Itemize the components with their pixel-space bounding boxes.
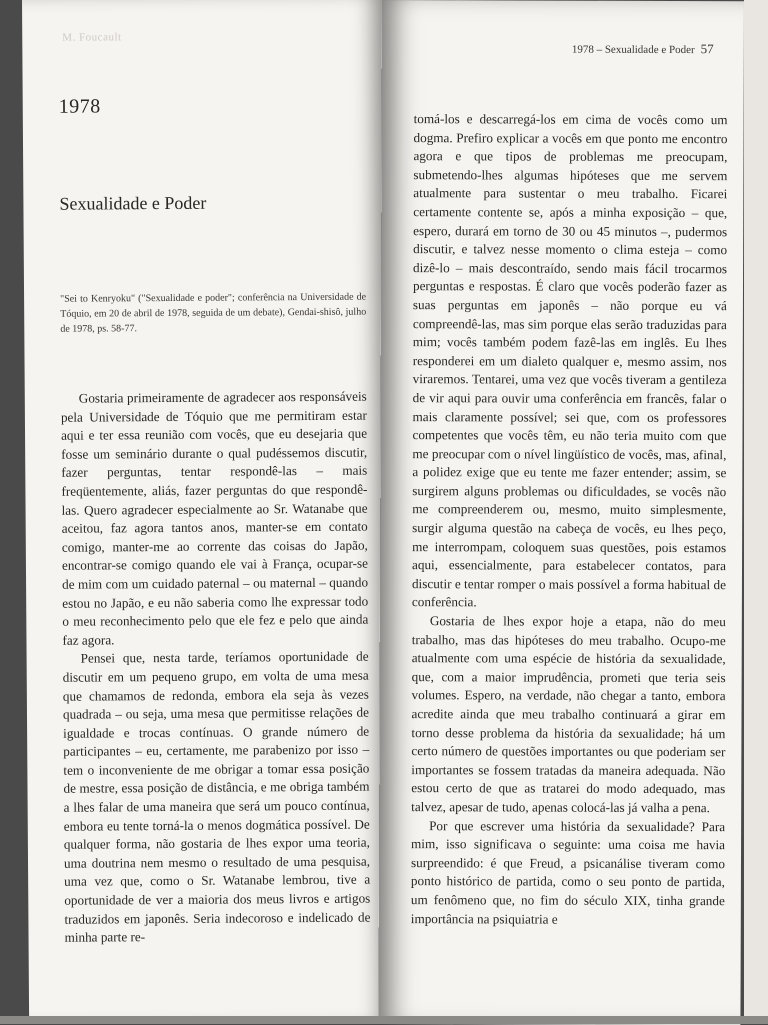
book-edge: [744, 0, 768, 1024]
paragraph: tomá-los e descarregá-los em cima de vocês como um dogma. Prefiro explicar a vocês em que ponto me encontro agora e que tipos de problemas me preocupam, submetendo-lhes algumas hipóteses que me servem atualmente para sustentar o meu trabalho. Ficarei certamente contente se, após a minha exposição – que, espero, durará em torno de 30 ou 45 minutos –, pudermos discutir, e talvez nesse momento o clima esteja – como dizê-lo – mais descontraído, sendo mais fácil trocarmos perguntas e respostas. É claro que vocês poderão fazer as suas perguntas em japonês – não porque eu vá compreendê-las, mas sim porque elas serão traduzidas para mim; vocês também podem fazê-las em inglês. Eu lhes responderei em um dialeto qualquer e, mesmo assim, nos viraremos. Tentarei, uma vez que vocês tiveram a gentileza de vir aqui para ouvir uma conferência em francês, falar o mais claramente possível; sei que, com os professores competentes que vocês têm, eu não teria muito com que me preocupar com o nível lingüístico de vocês, mas, afinal, a polidez exige que eu tente me fazer entender; assim, se surgirem alguns problemas ou dificuldades, se vocês não me compreenderem ou, mesmo, muito simplesmente, surgir alguma questão na cabeça de vocês, eu lhes peço, me interrompam, coloquem suas questões, pois estamos aqui, essencialmente, para estabelecer contatos, para discutir e tentar romper o mais possível a forma habitual de conferência.: [411, 111, 728, 610]
page-number: 57: [700, 41, 714, 57]
chapter-title: Sexualidade e Poder: [59, 192, 207, 214]
paragraph: Gostaria primeiramente de agradecer aos responsáveis pela Universidade de Tóquio que me permitiram estar aqui e ter essa reunião com vocês, que eu desejaria que fosse um seminário durante o qual pudéssemos discutir, fazer perguntas, tentar respondê-las – mais freqüentemente, aliás, fazer perguntas do que respondê-las. Quero agradecer especialmente ao Sr. Watanabe que aceitou, faz agora tantos anos, manter-se em contato comigo, manter-me ao corrente das coisas do Japão, encontrar-se comigo quando ele vai à França, ocupar-se de mim com um cuidado paternal – ou maternal – quando estou no Japão, e eu não saberia como lhe expressar todo o meu reconhecimento pelo que ele fez e pelo que ainda faz agora.: [60, 388, 369, 648]
faint-running-head: M. Foucault: [62, 31, 122, 44]
running-head-title: 1978 – Sexualidade e Poder: [571, 43, 695, 57]
running-head: [572, 41, 714, 57]
left-page: [22, 0, 389, 1024]
paragraph: Gostaria de lhes expor hoje a etapa, não do meu trabalho, mas das hipóteses do meu trabalho. Ocupo-me atualmente com uma espécie de história da sexualidade, que, com a maior imprudência, prometi que teria seis volumes. Espero, na verdade, não chegar a tanto, embora acredite ainda que meu trabalho continuará a girar em torno desse problema da história da sexualidade; há um certo número de questões importantes ou que poderiam ser importantes se fossem tratadas da maneira adequada. Não estou certo de que as tratarei do modo adequado, mas talvez, apesar de tudo, apenas colocá-las já valha a pena.: [411, 613, 726, 816]
paragraph: Por que escrever uma história da sexualidade? Para mim, isso significava o seguinte: uma coisa me havia surpreendido: é que Freud, a psicanálise tiveram como ponto histórico de partida, como o seu ponto de partida, um fenômeno que, no fim do século XIX, tinha grande importância na psiquiatria e: [410, 817, 726, 927]
left-body-text: [61, 388, 371, 948]
paragraph: Pensei que, nesta tarde, teríamos oportunidade de discutir em um pequeno grupo, em volta de uma mesa que chamamos de redonda, embora ela seja às vezes quadrada – ou seja, uma mesa que permitisse relações de igualdade e trocas contínuas. O grande número de participantes – eu, certamente, me parabenizo por isso – tem o inconveniente de me obrigar a tomar essa posição de mestre, essa posição de distância, e me obriga também a lhes falar de uma maneira que será um pouco contínua, embora eu tente torná-la o menos dogmática possível. De qualquer forma, não gostaria de lhes expor uma teoria, uma doutrina nem mesmo o resultado de uma pesquisa, uma vez que, como o Sr. Watanabe lembrou, tive a oportunidade de ver a maioria dos meus livros e artigos traduzidos em japonês. Seria indecoroso e indelicado de minha parte re-: [62, 648, 371, 945]
bottom-shadow: [0, 1016, 768, 1024]
chapter-year: 1978: [58, 95, 101, 118]
right-page: [378, 0, 744, 1025]
source-note: "Sei to Kenryoku" ("Sexualidade e poder"; conferência na Universidade de Tóquio, em 20 de abril de 1978, seguida de um debate), Gendai-shisô, julho de 1978, ps. 58-77.: [60, 291, 367, 335]
right-body-text: [411, 110, 728, 929]
